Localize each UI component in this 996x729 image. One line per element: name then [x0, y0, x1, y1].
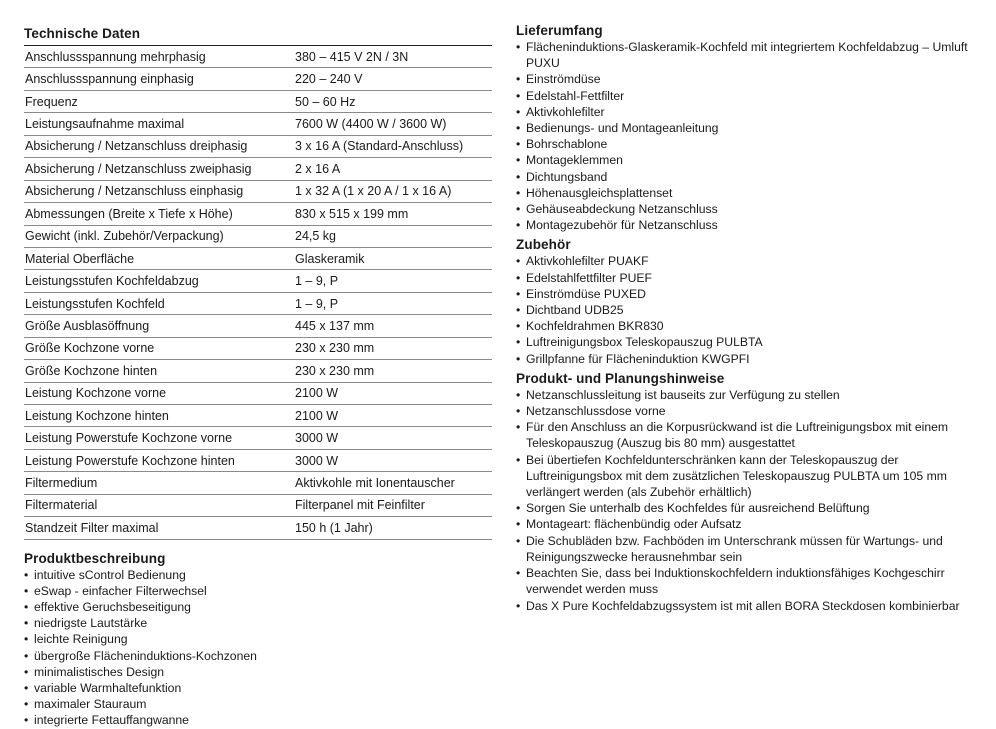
spec-row: [24, 517, 492, 539]
spec-row: [24, 180, 492, 202]
produktbeschreibung-heading: Produktbeschreibung: [24, 550, 166, 566]
spec-row: [24, 405, 492, 427]
spec-label: Leistungsstufen Kochfeldabzug: [24, 270, 295, 292]
spec-label: Leistungsstufen Kochfeld: [24, 292, 295, 314]
spec-row: [24, 113, 492, 135]
spec-label: Leistung Powerstufe Kochzone hinten: [24, 449, 295, 471]
left-column: [24, 0, 494, 729]
spec-value: 2100 W: [295, 382, 492, 404]
spec-row: [24, 315, 492, 337]
hinweise-heading: Produkt- und Planungshinweise: [516, 370, 725, 386]
spec-label: Absicherung / Netzanschluss dreiphasig: [24, 135, 295, 157]
spec-value: Filterpanel mit Feinfilter: [295, 494, 492, 516]
spec-value: 445 x 137 mm: [295, 315, 492, 337]
zubehoer-list: [516, 253, 986, 366]
lieferumfang-list: [516, 39, 986, 233]
spec-row: [24, 135, 492, 157]
specs-table: [24, 46, 492, 540]
spec-value: 3000 W: [295, 449, 492, 471]
spec-row: [24, 46, 492, 68]
zubehoer-heading: Zubehör: [516, 237, 571, 253]
spec-value: 7600 W (4400 W / 3600 W): [295, 113, 492, 135]
list-item: • variable Warmhaltefunktion: [24, 680, 494, 696]
spec-row: [24, 449, 492, 471]
spec-label: Leistung Kochzone vorne: [24, 382, 295, 404]
produktbeschreibung-list: [24, 567, 494, 729]
list-item: • Beachten Sie, dass bei Induktionskochfeldern induktionsfähiges Kochgeschirr verwendet werden muss: [516, 565, 986, 597]
spec-value: 150 h (1 Jahr): [295, 517, 492, 539]
spec-label: Material Oberfläche: [24, 247, 295, 269]
spec-value: 50 – 60 Hz: [295, 90, 492, 112]
list-item: • eSwap - einfacher Filterwechsel: [24, 583, 494, 599]
spec-value: 230 x 230 mm: [295, 337, 492, 359]
list-item: • Bei übertiefen Kochfeldunterschränken kann der Teleskopauszug der Luftreinigungsbox mit dem zusätzlichen Teleskopauszug PULBTA um 105 mm verlängert werden (als Zubehör erhältlich): [516, 452, 986, 501]
spec-row: [24, 292, 492, 314]
spec-label: Absicherung / Netzanschluss zweiphasig: [24, 158, 295, 180]
spec-label: Leistungsaufnahme maximal: [24, 113, 295, 135]
list-item: • niedrigste Lautstärke: [24, 615, 494, 631]
spec-label: Frequenz: [24, 90, 295, 112]
list-item: • Montageart: flächenbündig oder Aufsatz: [516, 516, 986, 532]
spec-row: [24, 360, 492, 382]
list-item: • leichte Reinigung: [24, 631, 494, 647]
spec-value: 24,5 kg: [295, 225, 492, 247]
spec-value: 830 x 515 x 199 mm: [295, 203, 492, 225]
list-item: • maximaler Stauraum: [24, 696, 494, 712]
spec-row: [24, 472, 492, 494]
list-item: • Einströmdüse PUXED: [516, 286, 986, 302]
spec-label: Abmessungen (Breite x Tiefe x Höhe): [24, 203, 295, 225]
spec-label: Filtermaterial: [24, 494, 295, 516]
spec-row: [24, 203, 492, 225]
list-item: • Dichtband UDB25: [516, 302, 986, 318]
technische-daten-heading: Technische Daten: [24, 25, 492, 46]
list-item: • Gehäuseabdeckung Netzanschluss: [516, 201, 986, 217]
list-item: • Höhenausgleichsplattenset: [516, 185, 986, 201]
list-item: • Montageklemmen: [516, 152, 986, 168]
list-item: • Aktivkohlefilter PUAKF: [516, 253, 986, 269]
spec-row: [24, 382, 492, 404]
spec-label: Anschlussspannung einphasig: [24, 68, 295, 90]
spec-label: Größe Kochzone hinten: [24, 360, 295, 382]
spec-row: [24, 68, 492, 90]
list-item: • Netzanschlussleitung ist bauseits zur Verfügung zu stellen: [516, 387, 986, 403]
spec-value: 380 – 415 V 2N / 3N: [295, 46, 492, 68]
right-column: [516, 0, 986, 614]
list-item: • Bedienungs- und Montageanleitung: [516, 120, 986, 136]
spec-row: [24, 270, 492, 292]
list-item: • Flächeninduktions-Glaskeramik-Kochfeld mit integriertem Kochfeldabzug – Umluft PUXU: [516, 39, 986, 71]
hinweise-list: [516, 387, 986, 614]
spec-value: 230 x 230 mm: [295, 360, 492, 382]
list-item: • Kochfeldrahmen BKR830: [516, 318, 986, 334]
spec-label: Absicherung / Netzanschluss einphasig: [24, 180, 295, 202]
spec-label: Standzeit Filter maximal: [24, 517, 295, 539]
list-item: • übergroße Flächeninduktions-Kochzonen: [24, 648, 494, 664]
spec-label: Leistung Kochzone hinten: [24, 405, 295, 427]
list-item: • Edelstahl-Fettfilter: [516, 88, 986, 104]
list-item: • integrierte Fettauffangwanne: [24, 712, 494, 728]
spec-row: [24, 337, 492, 359]
list-item: • effektive Geruchsbeseitigung: [24, 599, 494, 615]
list-item: • Grillpfanne für Flächeninduktion KWGPFI: [516, 351, 986, 367]
list-item: • Bohrschablone: [516, 136, 986, 152]
spec-row: [24, 247, 492, 269]
spec-value: 1 – 9, P: [295, 292, 492, 314]
list-item: • Luftreinigungsbox Teleskopauszug PULBTA: [516, 334, 986, 350]
spec-value: Glaskeramik: [295, 247, 492, 269]
spec-row: [24, 225, 492, 247]
list-item: • intuitive sControl Bedienung: [24, 567, 494, 583]
spec-value: Aktivkohle mit Ionentauscher: [295, 472, 492, 494]
spec-value: 2 x 16 A: [295, 158, 492, 180]
spec-value: 220 – 240 V: [295, 68, 492, 90]
list-item: • Für den Anschluss an die Korpusrückwand ist die Luftreinigungsbox mit einem Teleskopauszug (Auszug bis 80 mm) ausgestattet: [516, 419, 986, 451]
spec-row: [24, 427, 492, 449]
spec-label: Gewicht (inkl. Zubehör/Verpackung): [24, 225, 295, 247]
spec-row: [24, 90, 492, 112]
list-item: • Netzanschlussdose vorne: [516, 403, 986, 419]
spec-label: Anschlussspannung mehrphasig: [24, 46, 295, 68]
spec-label: Größe Ausblasöffnung: [24, 315, 295, 337]
spec-label: Größe Kochzone vorne: [24, 337, 295, 359]
spec-label: Filtermedium: [24, 472, 295, 494]
spec-value: 3000 W: [295, 427, 492, 449]
list-item: • Das X Pure Kochfeldabzugssystem ist mit allen BORA Steckdosen kombinierbar: [516, 598, 986, 614]
spec-value: 2100 W: [295, 405, 492, 427]
list-item: • Edelstahlfettfilter PUEF: [516, 270, 986, 286]
list-item: • Montagezubehör für Netzanschluss: [516, 217, 986, 233]
list-item: • Sorgen Sie unterhalb des Kochfeldes für ausreichend Belüftung: [516, 500, 986, 516]
list-item: • Aktivkohlefilter: [516, 104, 986, 120]
list-item: • Die Schubläden bzw. Fachböden im Unterschrank müssen für Wartungs- und Reinigungszwecke herausnehmbar sein: [516, 533, 986, 565]
spec-value: 1 – 9, P: [295, 270, 492, 292]
list-item: • Einströmdüse: [516, 71, 986, 87]
spec-value: 1 x 32 A (1 x 20 A / 1 x 16 A): [295, 180, 492, 202]
spec-label: Leistung Powerstufe Kochzone vorne: [24, 427, 295, 449]
lieferumfang-heading: Lieferumfang: [516, 23, 603, 38]
list-item: • minimalistisches Design: [24, 664, 494, 680]
spec-row: [24, 494, 492, 516]
spec-row: [24, 158, 492, 180]
list-item: • Dichtungsband: [516, 169, 986, 185]
spec-value: 3 x 16 A (Standard-Anschluss): [295, 135, 492, 157]
